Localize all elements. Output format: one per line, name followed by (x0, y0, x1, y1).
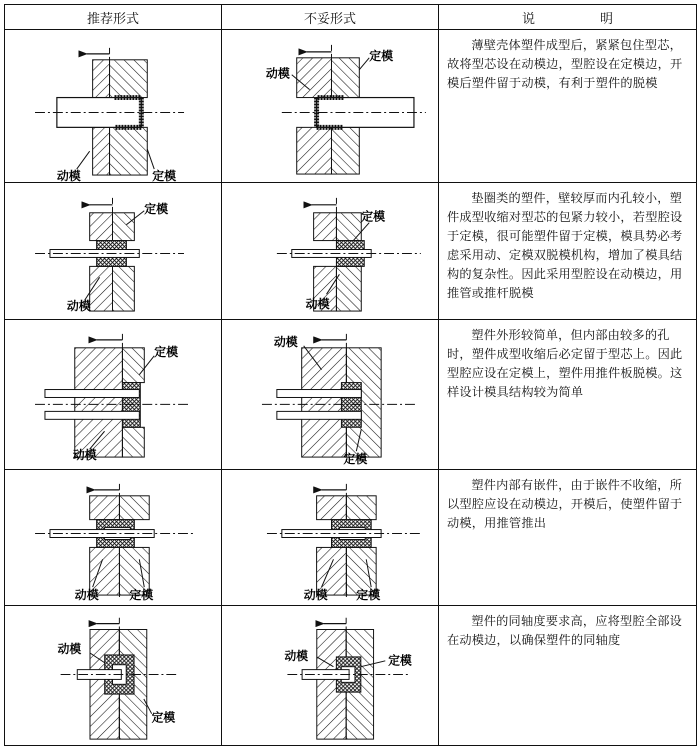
description-text: 塑件外形较简单，但内部由较多的孔时，塑件成型收缩后必定留于型芯上。因此型腔应设在定模上，塑件用推件板脱模。这样设计模具结构较为简单 (447, 328, 683, 399)
label-fixed-mold: 定模 (129, 588, 154, 603)
label-moving-mold: 动模 (56, 169, 81, 182)
mold-diagram (222, 470, 438, 605)
label-fixed-mold: 定模 (369, 48, 394, 63)
recommended-figure (5, 183, 222, 320)
label-fixed-mold: 定模 (152, 169, 177, 182)
label-moving-mold: 动模 (305, 297, 330, 312)
header-improper: 不妥形式 (222, 5, 439, 30)
label-fixed-mold: 定模 (154, 344, 179, 359)
improper-figure (222, 183, 439, 320)
header-description: 说 明 (439, 5, 697, 30)
table-row (5, 30, 697, 183)
mold-diagram (222, 606, 438, 745)
table-row (5, 470, 697, 606)
description-cell (439, 606, 697, 746)
improper-figure (222, 320, 439, 470)
label-moving-mold: 动模 (273, 334, 298, 349)
label-fixed-mold: 定模 (388, 653, 412, 668)
mold-diagram (5, 183, 221, 319)
description-cell (439, 183, 697, 320)
description-cell (439, 320, 697, 470)
description-cell (439, 30, 697, 183)
recommended-figure (5, 606, 222, 746)
mold-diagram (5, 470, 221, 605)
recommended-figure (5, 30, 222, 183)
table-row (5, 606, 697, 746)
mold-diagram (5, 606, 221, 745)
description-text: 塑件内部有嵌件，由于嵌件不收缩，所以型腔应设在动模边，开模后，使塑件留于动模，用推管推出 (447, 478, 683, 530)
label-fixed-mold: 定模 (361, 209, 386, 224)
header-row (5, 5, 697, 30)
label-moving-mold: 动模 (265, 66, 290, 81)
label-fixed-mold: 定模 (144, 201, 169, 216)
table-row (5, 183, 697, 320)
improper-figure (222, 30, 439, 183)
label-fixed-mold: 定模 (151, 710, 176, 725)
description-cell (439, 470, 697, 606)
description-text: 薄壁壳体塑件成型后，紧紧包住型芯，故将型芯设在动模边，型腔设在定模边，开模后塑件留于动模，有利于塑件的脱模 (447, 38, 683, 90)
header-recommended: 推荐形式 (5, 5, 222, 30)
label-moving-mold: 动模 (57, 641, 82, 656)
label-moving-mold: 动模 (74, 588, 99, 603)
label-fixed-mold: 定模 (343, 452, 368, 467)
mold-diagram (5, 320, 221, 469)
mold-diagram (222, 320, 438, 469)
label-moving-mold: 动模 (303, 588, 328, 603)
improper-figure (222, 606, 439, 746)
label-fixed-mold: 定模 (356, 588, 381, 603)
label-moving-mold: 动模 (284, 648, 308, 663)
mold-diagram (222, 183, 438, 319)
mold-design-table (4, 4, 697, 746)
label-moving-mold: 动模 (72, 448, 97, 463)
improper-figure (222, 470, 439, 606)
description-text: 塑件的同轴度要求高，应将型腔全部设在动模边，以确保塑件的同轴度 (447, 614, 682, 647)
mold-diagram (222, 30, 438, 182)
label-moving-mold: 动模 (66, 299, 91, 314)
recommended-figure (5, 320, 222, 470)
table-row (5, 320, 697, 470)
description-text: 垫圈类的塑件，壁较厚而内孔较小，塑件成型收缩对型芯的包紧力较小，若型腔设于定模，很可能塑件留于定模，模具势必考虑采用动、定模双脱模机构，增加了模具结构的复杂性。因此采用型腔设在动模边，用推管或推杆脱模 (447, 191, 683, 300)
mold-diagram (5, 30, 221, 182)
recommended-figure (5, 470, 222, 606)
